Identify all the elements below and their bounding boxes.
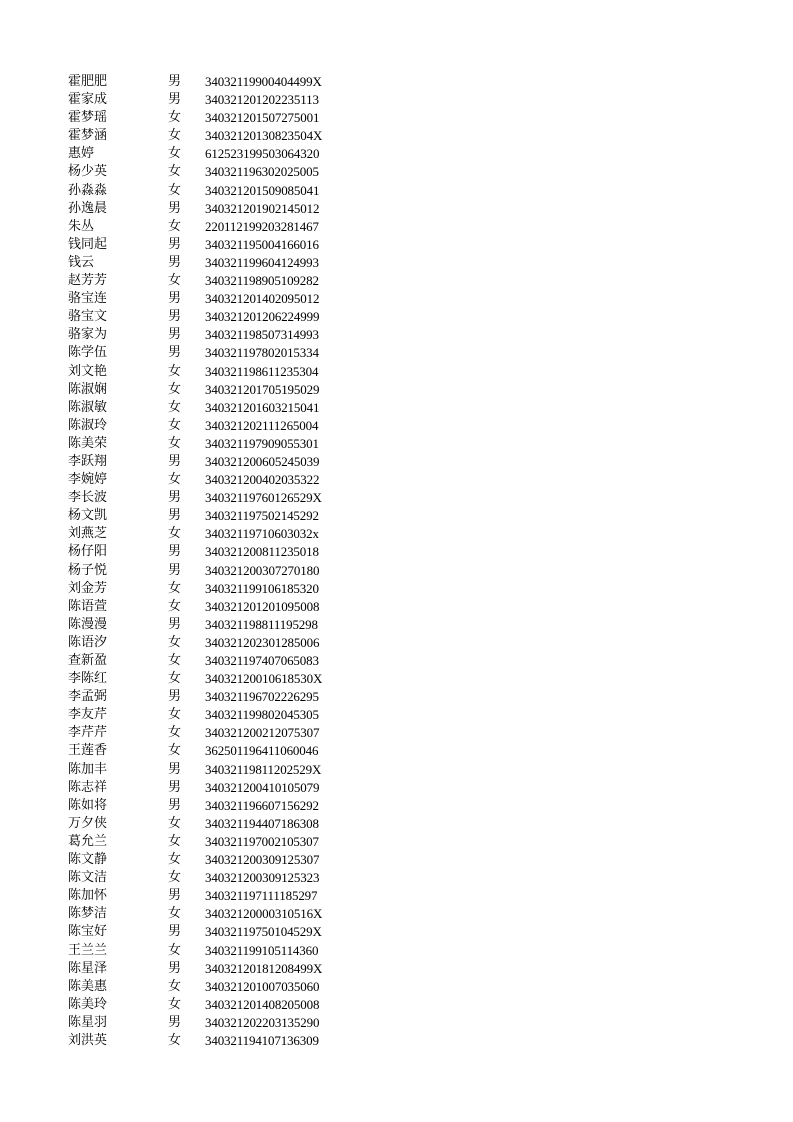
- gender-cell: 男: [168, 1014, 182, 1030]
- name-cell: 钱同起: [68, 236, 108, 252]
- gender-cell: 女: [168, 146, 182, 162]
- table-row: [68, 761, 368, 779]
- table-row: [68, 73, 368, 91]
- table-row: [68, 742, 368, 760]
- name-cell: 陈加丰: [68, 761, 108, 777]
- id-number-cell: 340321197909055301: [205, 435, 319, 451]
- gender-cell: 女: [168, 634, 182, 650]
- id-number-cell: 340321202203135290: [205, 1014, 320, 1030]
- name-cell: 霍家成: [68, 92, 108, 108]
- name-cell: 陈学伍: [68, 345, 108, 361]
- gender-cell: 女: [168, 526, 182, 542]
- table-row: [68, 435, 368, 453]
- table-row: [68, 923, 368, 941]
- table-row: [68, 598, 368, 616]
- id-number-cell: 34032120010618530X: [205, 671, 323, 687]
- name-cell: 霍梦瑶: [68, 110, 108, 126]
- gender-cell: 男: [168, 490, 182, 506]
- table-row: [68, 905, 368, 923]
- name-cell: 霍梦涵: [68, 128, 108, 144]
- gender-cell: 女: [168, 743, 182, 759]
- id-number-cell: 340321201202235113: [205, 92, 319, 108]
- gender-cell: 男: [168, 924, 182, 940]
- gender-cell: 女: [168, 852, 182, 868]
- gender-cell: 男: [168, 200, 182, 216]
- gender-cell: 男: [168, 254, 182, 270]
- id-number-cell: 340321197407065083: [205, 653, 319, 668]
- table-row: [68, 543, 368, 561]
- name-cell: 惠婷: [68, 146, 95, 162]
- table-row: [68, 399, 368, 417]
- id-number-cell: 340321198811195298: [205, 616, 318, 632]
- table-row: [68, 978, 368, 996]
- id-number-cell: 340321198905109282: [205, 273, 319, 289]
- id-number-cell: 340321194107136309: [205, 1032, 319, 1048]
- gender-cell: 女: [168, 381, 182, 397]
- name-cell: 陈文洁: [68, 870, 108, 886]
- table-row: [68, 562, 368, 580]
- name-cell: 陈语汐: [68, 634, 108, 650]
- table-row: [68, 453, 368, 471]
- id-number-cell: 340321200410105079: [205, 779, 320, 795]
- name-cell: 李婉婷: [68, 472, 108, 488]
- id-number-cell: 34032119900404499X: [205, 74, 322, 89]
- name-cell: 李友芹: [68, 707, 108, 723]
- name-cell: 孙淼淼: [68, 182, 108, 198]
- name-cell: 陈志祥: [68, 779, 108, 795]
- gender-cell: 女: [168, 942, 182, 958]
- gender-cell: 男: [168, 616, 182, 632]
- gender-cell: 女: [168, 707, 182, 723]
- id-number-cell: 340321200811235018: [205, 544, 319, 560]
- table-row: [68, 507, 368, 525]
- id-number-cell: 340321196702226295: [205, 689, 319, 705]
- table-row: [68, 471, 368, 489]
- table-row: [68, 381, 368, 399]
- table-row: [68, 815, 368, 833]
- id-number-cell: 340321201509085041: [205, 182, 320, 198]
- table-row: [68, 525, 368, 543]
- id-number-cell: 340321197002105307: [205, 833, 319, 849]
- name-cell: 杨文凯: [68, 508, 108, 524]
- name-cell: 刘燕芝: [68, 526, 108, 542]
- id-number-cell: 340321196607156292: [205, 797, 319, 813]
- id-number-cell: 340321201705195029: [205, 381, 320, 397]
- name-cell: 万夕侠: [68, 815, 108, 831]
- id-number-cell: 340321195004166016: [205, 236, 319, 252]
- name-cell: 骆家为: [68, 327, 108, 343]
- id-number-cell: 340321197802015334: [205, 345, 319, 361]
- name-cell: 骆宝连: [68, 291, 108, 307]
- name-cell: 陈文静: [68, 852, 108, 868]
- name-cell: 李长波: [68, 490, 108, 506]
- name-cell: 葛允兰: [68, 833, 108, 849]
- table-row: [68, 833, 368, 851]
- name-cell: 刘洪英: [68, 1032, 108, 1048]
- name-cell: 陈宝好: [68, 924, 108, 940]
- name-cell: 陈美玲: [68, 996, 108, 1012]
- id-number-cell: 340321199105114360: [205, 942, 319, 958]
- name-cell: 陈淑敏: [68, 399, 108, 415]
- id-number-cell: 34032120130823504X: [205, 128, 323, 144]
- id-number-cell: 340321199604124993: [205, 254, 319, 270]
- gender-cell: 女: [168, 725, 182, 741]
- table-row: [68, 344, 368, 362]
- gender-cell: 女: [168, 833, 182, 849]
- table-row: [68, 417, 368, 435]
- id-number-cell: 220112199203281467: [205, 218, 319, 234]
- gender-cell: 女: [168, 182, 182, 198]
- id-number-cell: 340321201408205008: [205, 996, 320, 1012]
- table-row: [68, 163, 368, 181]
- id-number-cell: 340321202111265004: [205, 417, 319, 433]
- id-number-cell: 340321196302025005: [205, 164, 319, 180]
- name-cell: 杨少英: [68, 164, 108, 180]
- id-number-cell: 34032119760126529X: [205, 490, 322, 506]
- name-cell: 陈淑娴: [68, 381, 108, 397]
- id-number-cell: 340321200605245039: [205, 453, 320, 469]
- table-row: [68, 688, 368, 706]
- id-number-cell: 612523199503064320: [205, 146, 320, 162]
- id-number-cell: 34032119811202529X: [205, 761, 322, 777]
- id-number-cell: 340321199802045305: [205, 707, 319, 723]
- name-cell: 陈梦洁: [68, 906, 108, 922]
- name-cell: 陈语萱: [68, 598, 108, 614]
- id-number-cell: 340321201902145012: [205, 200, 320, 216]
- gender-cell: 女: [168, 1032, 182, 1048]
- gender-cell: 女: [168, 110, 182, 126]
- gender-cell: 男: [168, 327, 182, 343]
- name-cell: 刘文艳: [68, 363, 108, 379]
- gender-cell: 女: [168, 598, 182, 614]
- id-number-cell: 34032119710603032x: [205, 526, 319, 542]
- table-row: [68, 308, 368, 326]
- gender-cell: 男: [168, 236, 182, 252]
- gender-cell: 男: [168, 345, 182, 361]
- id-number-cell: 340321199106185320: [205, 580, 319, 596]
- id-number-cell: 340321201201095008: [205, 598, 320, 614]
- gender-cell: 男: [168, 74, 182, 89]
- name-cell: 李跃翔: [68, 453, 108, 469]
- name-cell: 陈漫漫: [68, 616, 108, 632]
- gender-cell: 男: [168, 291, 182, 307]
- table-row: [68, 851, 368, 869]
- table-row: [68, 363, 368, 381]
- gender-cell: 男: [168, 508, 182, 524]
- table-row: [68, 616, 368, 634]
- name-cell: 李陈红: [68, 671, 108, 687]
- name-cell: 孙逸晨: [68, 200, 108, 216]
- id-number-cell: 340321194407186308: [205, 815, 319, 831]
- name-cell: 霍肥肥: [68, 74, 108, 89]
- name-cell: 刘金芳: [68, 580, 108, 596]
- gender-cell: 女: [168, 417, 182, 433]
- name-cell: 陈星羽: [68, 1014, 108, 1030]
- gender-cell: 女: [168, 164, 182, 180]
- id-number-cell: 340321201007035060: [205, 978, 320, 994]
- table-row: [68, 200, 368, 218]
- name-cell: 杨子悦: [68, 562, 108, 578]
- table-row: [68, 127, 368, 145]
- table-row: [68, 91, 368, 109]
- gender-cell: 女: [168, 870, 182, 886]
- id-number-cell: 340321202301285006: [205, 634, 320, 650]
- name-cell: 杨仔阳: [68, 544, 108, 560]
- name-cell: 李孟弼: [68, 689, 108, 705]
- table-row: [68, 724, 368, 742]
- table-row: [68, 109, 368, 127]
- gender-cell: 男: [168, 797, 182, 813]
- table-row: [68, 580, 368, 598]
- id-number-cell: 340321197502145292: [205, 508, 319, 524]
- gender-cell: 女: [168, 906, 182, 922]
- name-cell: 朱丛: [68, 218, 95, 234]
- gender-cell: 女: [168, 218, 182, 234]
- id-number-cell: 340321200212075307: [205, 725, 320, 741]
- id-number-cell: 340321197111185297: [205, 888, 318, 904]
- gender-cell: 男: [168, 92, 182, 108]
- id-number-cell: 340321201603215041: [205, 399, 320, 415]
- id-number-cell: 340321198611235304: [205, 363, 319, 379]
- table-row: [68, 779, 368, 797]
- gender-cell: 女: [168, 472, 182, 488]
- id-number-cell: 340321200309125323: [205, 870, 320, 886]
- id-number-cell: 340321200309125307: [205, 852, 320, 868]
- id-number-cell: 362501196411060046: [205, 743, 319, 759]
- table-row: [68, 887, 368, 905]
- gender-cell: 女: [168, 815, 182, 831]
- gender-cell: 女: [168, 273, 182, 289]
- name-cell: 陈淑玲: [68, 417, 108, 433]
- table-row: [68, 272, 368, 290]
- name-cell: 陈如将: [68, 797, 108, 813]
- gender-cell: 女: [168, 128, 182, 144]
- gender-cell: 女: [168, 580, 182, 596]
- gender-cell: 女: [168, 671, 182, 687]
- table-row: [68, 706, 368, 724]
- gender-cell: 男: [168, 960, 182, 976]
- name-cell: 赵芳芳: [68, 273, 108, 289]
- gender-cell: 女: [168, 363, 182, 379]
- id-number-cell: 34032120181208499X: [205, 960, 323, 976]
- table-row: [68, 236, 368, 254]
- table-row: [68, 869, 368, 887]
- gender-cell: 女: [168, 978, 182, 994]
- gender-cell: 男: [168, 544, 182, 560]
- gender-cell: 男: [168, 779, 182, 795]
- roster-table: [68, 73, 368, 1050]
- name-cell: 王莲香: [68, 743, 108, 759]
- gender-cell: 女: [168, 653, 182, 668]
- gender-cell: 男: [168, 689, 182, 705]
- table-row: [68, 489, 368, 507]
- gender-cell: 男: [168, 888, 182, 904]
- table-row: [68, 797, 368, 815]
- name-cell: 陈美惠: [68, 978, 108, 994]
- name-cell: 骆宝文: [68, 309, 108, 325]
- id-number-cell: 340321201507275001: [205, 110, 320, 126]
- gender-cell: 女: [168, 399, 182, 415]
- table-row: [68, 182, 368, 200]
- table-row: [68, 942, 368, 960]
- table-row: [68, 218, 368, 236]
- name-cell: 查新盈: [68, 653, 108, 668]
- gender-cell: 男: [168, 453, 182, 469]
- name-cell: 陈加怀: [68, 888, 108, 904]
- table-row: [68, 326, 368, 344]
- gender-cell: 女: [168, 435, 182, 451]
- id-number-cell: 340321201402095012: [205, 291, 320, 307]
- id-number-cell: 340321201206224999: [205, 309, 320, 325]
- gender-cell: 男: [168, 309, 182, 325]
- table-row: [68, 634, 368, 652]
- gender-cell: 男: [168, 761, 182, 777]
- table-row: [68, 960, 368, 978]
- gender-cell: 男: [168, 562, 182, 578]
- name-cell: 陈星泽: [68, 960, 108, 976]
- gender-cell: 女: [168, 996, 182, 1012]
- id-number-cell: 340321200402035322: [205, 472, 320, 488]
- table-row: [68, 145, 368, 163]
- table-row: [68, 1032, 368, 1050]
- id-number-cell: 340321198507314993: [205, 327, 319, 343]
- id-number-cell: 34032120000310516X: [205, 906, 323, 922]
- name-cell: 陈美荣: [68, 435, 108, 451]
- table-row: [68, 1014, 368, 1032]
- table-row: [68, 290, 368, 308]
- table-row: [68, 996, 368, 1014]
- table-row: [68, 652, 368, 670]
- name-cell: 王兰兰: [68, 942, 108, 958]
- table-row: [68, 254, 368, 272]
- table-row: [68, 670, 368, 688]
- id-number-cell: 340321200307270180: [205, 562, 320, 578]
- name-cell: 李芹芹: [68, 725, 108, 741]
- name-cell: 钱云: [68, 254, 95, 270]
- id-number-cell: 34032119750104529X: [205, 924, 322, 940]
